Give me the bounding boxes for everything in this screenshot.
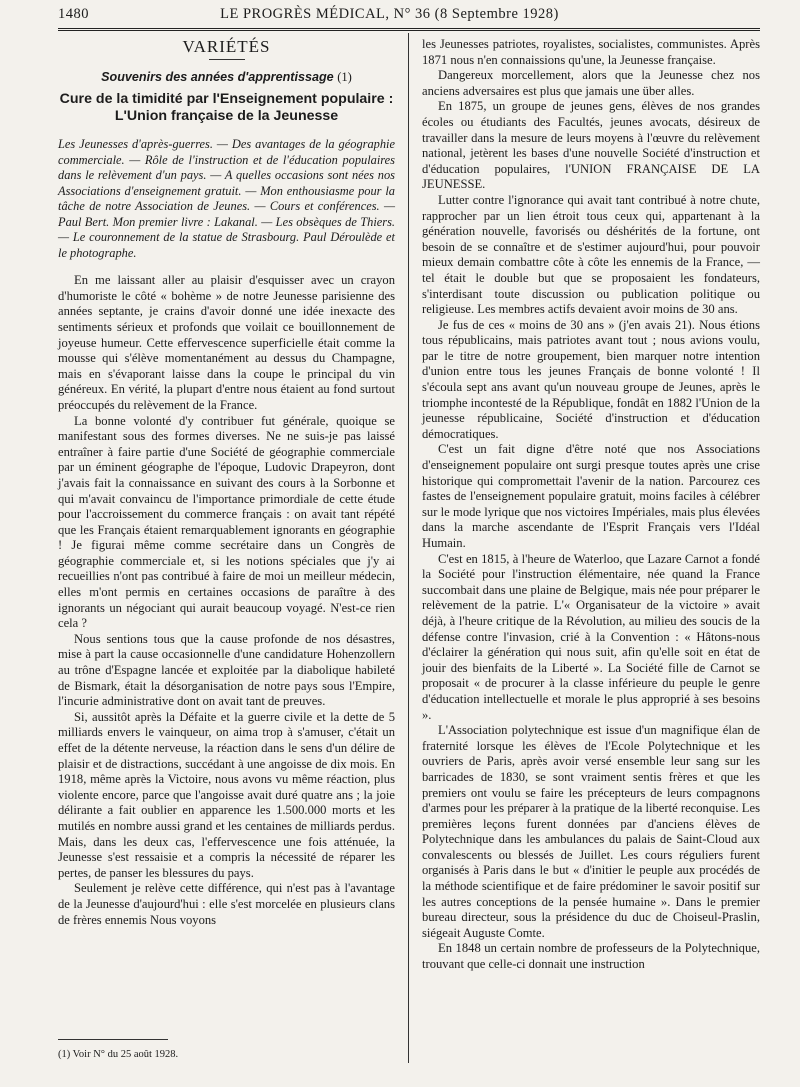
left-paragraph: La bonne volonté d'y contribuer fut générale, quoique se manifestant sous des formes diverses. Ne ne suis-je pas laissé entraîner à faire partie d'une Société de géographie commerciale par un éminent géographe de l'époque, Ludovic Drapeyron, dont j'avais fait la connaissance en suivant des cours à la Sorbonne et qui m'avait convaincu de l'importance primordiale de cette étude pour l'accroissement du commerce français : on avait tant répété que les Français étaient remarquablement ignorants en géographie ! Je figurai même comme secrétaire dans un Congrès de géographie commerciale et, si les notions spéciales que j'y ai recueillies n'ont pas contribué à faire de moi un meilleur médecin, elles m'ont permis en certaines occasions de paraître à des ignorants un négociant qui aurait beaucoup voyagé. N'est-ce rien cela ?: [58, 413, 395, 631]
right-paragraph: En 1875, un groupe de jeunes gens, élèves de nos grandes écoles ou étudiants des Facultés, jeunes avocats, désireux de travailler dans la mesure de leurs moyens à l'œuvre du relèvement national, jetèrent les bases d'une nouvelle Société d'instruction et d'éducation populaires, l'UNION FRANÇAISE DE LA JEUNESSE.: [422, 99, 760, 192]
right-paragraph: Dangereux morcellement, alors que la Jeunesse chez nos anciens adversaires est plus que jamais une über alles.: [422, 68, 760, 98]
right-paragraph: L'Association polytechnique est issue d'un magnifique élan de fraternité lorsque les élèves de l'Ecole Polytechnique et les ouvriers de Paris, après avoir versé ensemble leur sang sur les barricades de 1830, se sont vraiment sentis frères et que les premiers ont voulu se faire les précepteurs de leurs compagnons d'armes pour les préparer à la pratique de la liberté reconquise. Les premières leçons furent données par d'anciens élèves de Polytechnique dans les ambulances du palais de Saint-Cloud aux convalescents ou blessés de Juillet. Les cours réguliers furent organisés à Paris dans le but « d'initier le peuple aux procédés de la méthode scientifique et de faire prédominer le savoir positif sur les autres conceptions de la pensée humaine ». Dans le premier bureau directeur, sous la présidence du duc de Choiseul-Praslin, siégeait Auguste Comte.: [422, 723, 760, 940]
article-title: [58, 91, 395, 125]
right-paragraph: les Jeunesses patriotes, royalistes, socialistes, communistes. Après 1871 nous n'en connaissions qu'une, la Jeunesse française.: [422, 37, 760, 67]
right-paragraph: C'est un fait digne d'être noté que nos Associations d'enseignement populaire ont surgi presque toutes après une crise historique qui compromettait l'avenir de la nation. Parcourez ces fastes de l'enseignement populaire gratuit, moins faciles à célébrer sur le mode lyrique que nos victoires Impériales, mais plus élevées dans la marche ascendante de l'Esprit Français vers l'Idéal Humain.: [422, 442, 760, 550]
series-title: [58, 70, 395, 86]
left-column: [58, 37, 395, 928]
article-summary: Les Jeunesses d'après-guerres. — Des avantages de la géographie commerciale. — Rôle de l'instruction et de l'éducation populaires dans le relèvement d'un pays. — A quelles occasions sont nées nos Associations d'enseignement gratuit. — Mon enthousiasme pour la tâche de notre Association de Jeunes. — Cours et conférences. — Paul Bert. Mon premier livre : Lakanal. — Les obsèques de Thiers. — Le couronnement de la statue de Strasbourg. Paul Déroulède et le photographe.: [58, 137, 395, 260]
right-paragraph: C'est en 1815, à l'heure de Waterloo, que Lazare Carnot a fondé la Société pour l'instruction élémentaire, née quand la France succombait dans une plaine de Belgique, mais née pour préparer le relèvement de la patrie. L'« Organisateur de la victoire » avait déjà, à l'heure critique de la Révolution, au milieu des soucis de la défense contre l'invasion, crié à la Convention : « Hâtons-nous d'éclairer la génération qui nous suit, afin qu'elle soit en état de jouir des bienfaits de la Liberté ». La Société fille de Carnot se proposait « de procurer à la classe inférieure du peuple le genre d'éducation intellectuelle et morale le plus approprié à ses besoins ».: [422, 551, 760, 722]
right-column: [422, 37, 760, 973]
right-paragraph: Lutter contre l'ignorance qui avait tant contribué à notre chute, rapprocher par un lien étroit tous ceux qui, appartenant à la génération nouvelle, favorisés ou déshérités de la fortune, ont besoin de se connaître et de s'estimer aujourd'hui, pour pouvoir mieux demain combattre côte à côte les ennemis de la France, — tel était le double but que se proposaient les fondateurs, s'interdisant toute discussion ou publication politique ou religieuse. Les membres actifs devaient avoir moins de 30 ans.: [422, 192, 760, 317]
left-paragraph: Si, aussitôt après la Défaite et la guerre civile et la dette de 5 milliards envers le vainqueur, on aima trop à s'amuser, c'était un effet de la détente nerveuse, la réaction dans le sens d'un délire de plaisir et de distractions, succédant à une angoisse de dix mois. En 1918, même après la Victoire, nous avons vu même réaction, plus violente encore, parce que l'angoisse avait duré quatre ans ; la joie délirante a fait oublier en apparence les 1.500.000 morts et les mutilés en nombre aussi grand et les centaines de milliards perdus. Mais, dans les deux cas, l'effervescence une fois atténuée, la Jeunesse s'est ressaisie et a compris la nécessité de réparer les pertes, de panser les blessures du pays.: [58, 709, 395, 880]
article-title-line2: L'Union française de la Jeunesse: [114, 108, 339, 125]
series-footnote-ref: (1): [337, 69, 352, 84]
left-paragraph: Seulement je relève cette différence, qui n'est pas à l'avantage de la Jeunesse d'aujourd'hui : elle s'est morcelée en plusieurs clans de frères ennemis Nous voyons: [58, 881, 395, 927]
series-title-text: Souvenirs des années d'apprentissage: [101, 69, 334, 84]
right-paragraph: Je fus de ces « moins de 30 ans » (j'en avais 21). Nous étions tous républicains, mais patriotes avant tout ; nous avions voulu, par le titre de notre groupement, bien marquer notre intention d'union entre tous les jeunes Français de bonne volonté ! Il s'écoula sept ans avant qu'un nouveau groupe de Jeunes, après le triomphe incontesté de la République, fondât en 1882 l'Union de la jeunesse républicaine, Société d'instruction et d'éducation démocratiques.: [422, 317, 760, 441]
footnote-rule: [58, 1039, 168, 1040]
header-rule: [58, 28, 760, 31]
two-column-body: [58, 37, 760, 1077]
left-paragraph: Nous sentions tous que la cause profonde de nos désastres, mise à part la cause occasionnelle d'une candidature Hohenzollern au trône d'Espagne lancée et exploitée par la diabolique habileté de Bismark, était la désorganisation de notre pays sous l'Empire, l'incurie administrative dont on avait tant de preuves.: [58, 631, 395, 709]
article-title-line1: Cure de la timidité par l'Enseignement populaire :: [59, 91, 394, 108]
journal-title: LE PROGRÈS MÉDICAL, N° 36 (8 Septembre 1928): [220, 6, 559, 22]
right-paragraph: En 1848 un certain nombre de professeurs de la Polytechnique, trouvant que celle-ci donnait une instruction: [422, 941, 760, 972]
left-paragraph: En me laissant aller au plaisir d'esquisser avec un crayon d'humoriste le côté « bohème » de notre Jeunesse parisienne des années septante, je crains d'avoir donné une idée inexacte des sentiments sérieux et profonds que voilait ce bouillonnement de joyeuse humeur. Cette effervescence superficielle était comme la mousse qui s'élève momentanément au dessus du Champagne, mais en s'évaporant laisse dans la coupe le principal du vin généreux. En vérité, la plupart d'entre nous étaient au fond surtout préoccupés du relèvement de la France.: [58, 273, 395, 412]
running-header: [58, 6, 760, 26]
section-title: VARIÉTÉS: [182, 37, 271, 56]
section-rule: [209, 59, 245, 60]
column-divider: [408, 33, 409, 1063]
footnote: (1) Voir N° du 25 août 1928.: [58, 1049, 179, 1060]
page-number: 1480: [58, 6, 89, 22]
